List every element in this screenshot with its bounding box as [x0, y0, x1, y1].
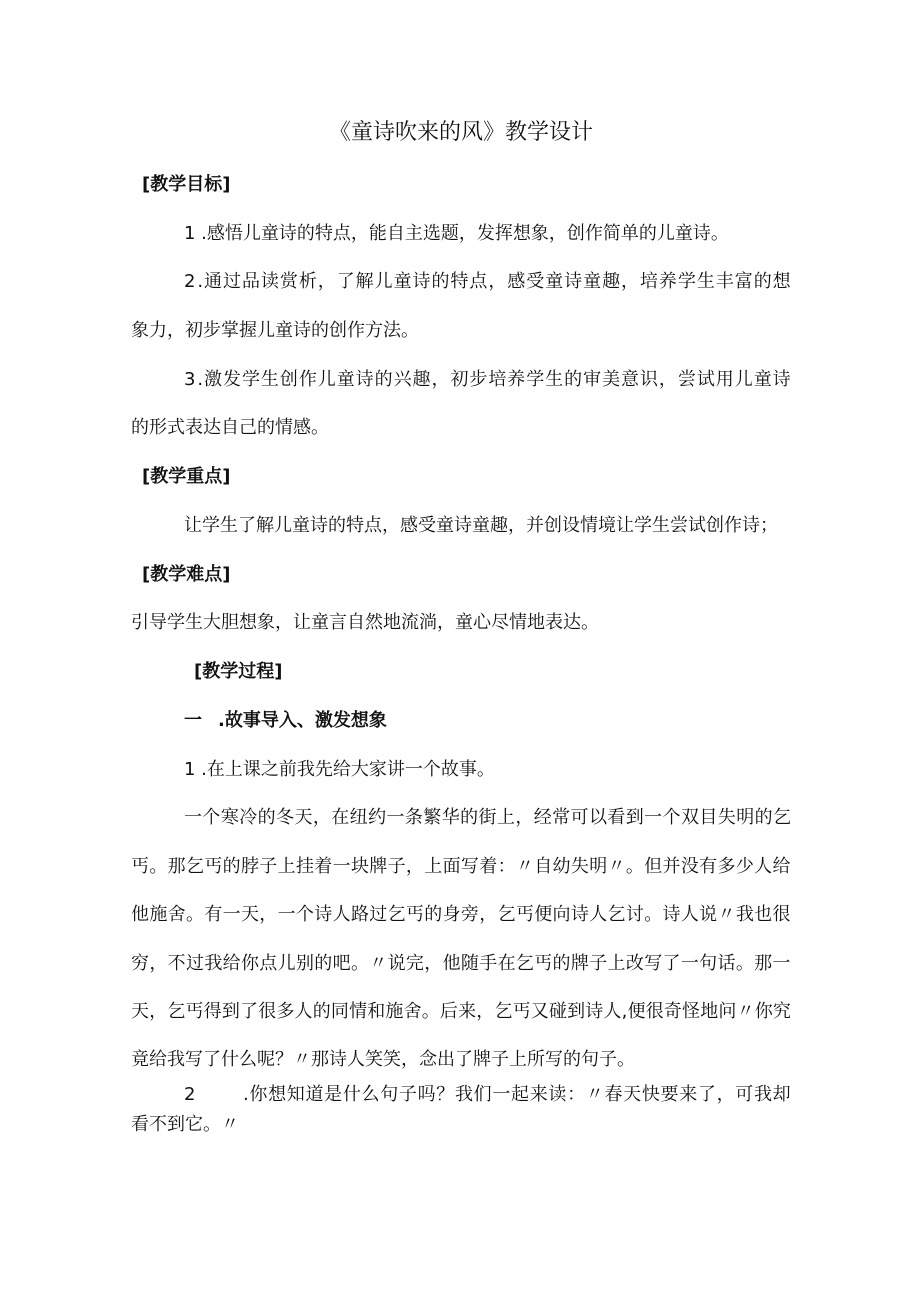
- objective-item-3-line-2: 的形式表达自己的情感。: [131, 417, 329, 438]
- section-1-title: .故事导入、激发想象: [218, 710, 387, 731]
- story-line-3: 他 施 舍 。 有 一 天 ， 一 个 诗 人 路 过 乞 丐 的 身 旁 ， 乞 丐 便 向 诗 人 乞 讨 。 诗 人 说 〃 我 也 很: [131, 904, 791, 925]
- story-line-4: 穷 ， 不 过 我 给 你 点 儿 别 的 吧 。 〃 说 完 ， 他 随 手 在 乞 丐 的 牌 子 上 改 写 了 一 句 话 。 那 一: [131, 953, 791, 974]
- document-title: 《童诗吹来的风》教学设计: [329, 120, 594, 145]
- step-1: 1 .在上课之前我先给大家讲一个故事。: [184, 759, 495, 780]
- difficulties-text: 引导学生大胆想象，让童言自然地流淌，童心尽情地表达。: [131, 612, 599, 633]
- objective-item-3-line-1: 3 . 激 发 学 生 创 作 儿 童 诗 的 兴 趣 ， 初 步 培 养 学 生 的 审 美 意 识 ， 尝 试 用 儿 童 诗: [184, 369, 791, 390]
- key-points-heading: [教学重点]: [142, 466, 231, 487]
- objective-item-2-line-2: 象力，初步掌握儿童诗的创作方法。: [131, 320, 419, 341]
- story-line-1: 一 个 寒 冷 的 冬 天 ， 在 纽 约 一 条 繁 华 的 街 上 ， 经 常 可 以 看 到 一 个 双 目 失 明 的 乞: [184, 807, 791, 828]
- objectives-heading: [教学目标]: [142, 174, 231, 195]
- objective-item-1: 1 .感悟儿童诗的特点，能自主选题，发挥想象，创作简单的儿童诗。: [184, 223, 729, 244]
- story-line-6: 竟给我写了什么呢？〃那诗人笑笑，念出了牌子上所写的句子。: [131, 1049, 635, 1070]
- process-heading: [教学过程]: [194, 661, 283, 682]
- step-2-number: 2: [184, 1084, 196, 1105]
- section-1-number: 一: [184, 710, 202, 731]
- step-2-line-1: . 你 想 知 道 是 什 么 句 子 吗 ？ 我 们 一 起 来 读 ： 〃 春 天 快 要 来 了 ， 可 我 却: [243, 1084, 791, 1105]
- story-line-5: 天 ， 乞 丐 得 到 了 很 多 人 的 同 情 和 施 舍 。 后 来 ， 乞 丐 又 碰 到 诗 人 , 便 很 奇 怪 地 问 〃 你 究: [131, 1001, 791, 1022]
- story-line-2: 丐 。 那 乞 丐 的 脖 子 上 挂 着 一 块 牌 子 ， 上 面 写 着 ： 〃 自 幼 失 明 〃 。 但 并 没 有 多 少 人 给: [131, 856, 791, 877]
- step-2-line-2: 看不到它。〃: [131, 1114, 239, 1135]
- difficulties-heading: [教学难点]: [142, 564, 231, 585]
- key-points-text: 让学生了解儿童诗的特点，感受童诗童趣，并创设情境让学生尝试创作诗；: [184, 515, 778, 536]
- objective-item-2-line-1: 2 . 通 过 品 读 赏 析 ， 了 解 儿 童 诗 的 特 点 ， 感 受 童 诗 童 趣 ， 培 养 学 生 丰 富 的 想: [184, 271, 791, 292]
